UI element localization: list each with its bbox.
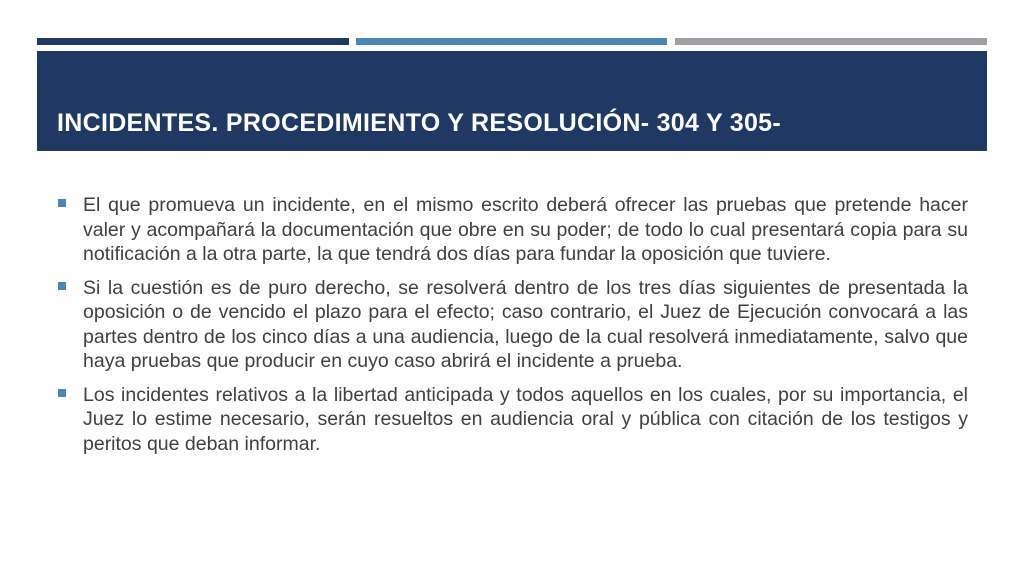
bullet-text: El que promueva un incidente, en el mismo escrito deberá ofrecer las pruebas que pretende hacer valer y acompañará la documentación que obre en su poder; de todo lo cual presentará copia para su notificación a la otra parte, la que tendrá dos días para fundar la oposición que tuviere. [83, 194, 968, 265]
square-bullet-icon [58, 282, 66, 290]
bullet-item [57, 383, 968, 457]
bullet-list [57, 193, 968, 465]
bullet-item [57, 193, 968, 267]
title-band [37, 51, 987, 151]
bullet-text: Si la cuestión es de puro derecho, se resolverá dentro de los tres días siguientes de presentada la oposición o de vencido el plazo para el efecto; caso contrario, el Juez de Ejecución convocará a las partes dentro de los cinco días a una audiencia, luego de la cual resolverá inmediatamente, salvo que haya pruebas que producir en cuyo caso abrirá el incidente a prueba. [83, 276, 968, 372]
bullet-item [57, 276, 968, 374]
bullet-text: Los incidentes relativos a la libertad anticipada y todos aquellos en los cuales, por su importancia, el Juez lo estime necesario, serán resueltos en audiencia oral y pública con citación de los testigos y peritos que deban informar. [83, 383, 968, 455]
square-bullet-icon [58, 199, 66, 207]
accent-bar-blue [356, 38, 667, 45]
accent-bar-gray [675, 38, 987, 45]
square-bullet-icon [58, 389, 66, 397]
accent-bar-navy [37, 38, 349, 45]
slide-title: INCIDENTES. PROCEDIMIENTO Y RESOLUCIÓN- 304 Y 305- [57, 109, 781, 137]
